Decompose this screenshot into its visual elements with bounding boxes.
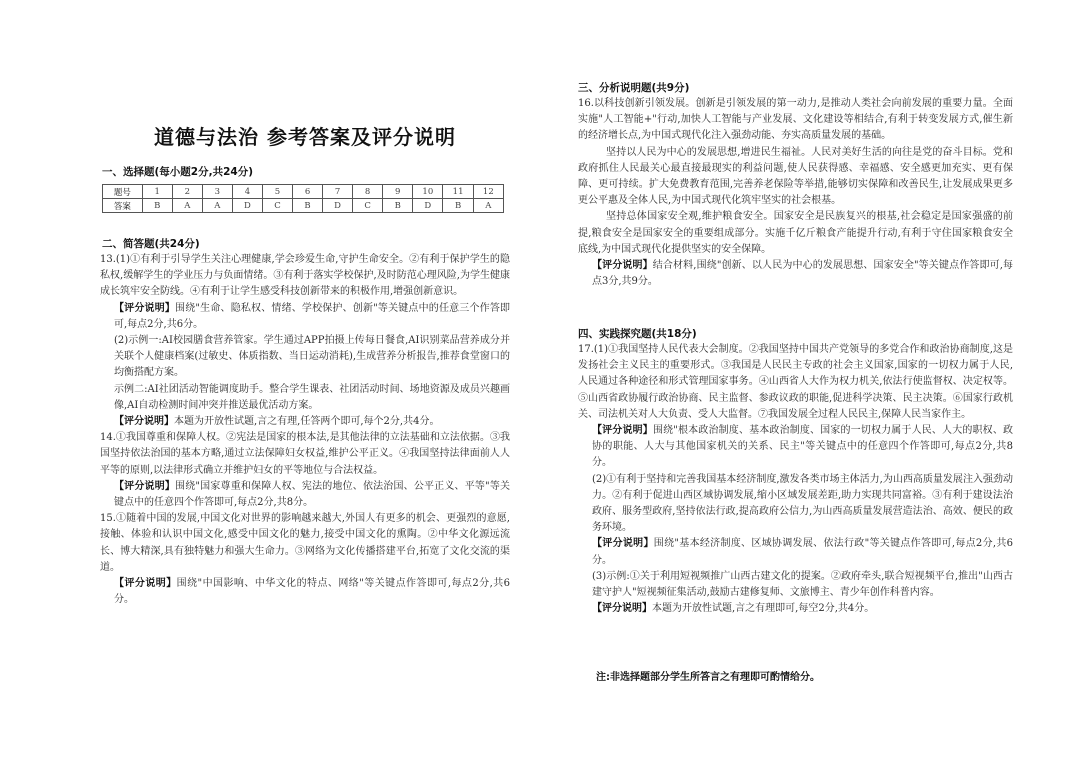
answer-cell: B — [293, 199, 323, 213]
short-answer-body — [100, 252, 510, 608]
answer-17-1: 17.(1)①我国坚持人民代表大会制度。②我国坚持中国共产党领导的多党合作和政治协商制度,这是发扬社会主义民主的重要形式。③我国是人民民主专政的社会主义国家,国家的一切权力属于人民,人民通过各种途径和形式管理国家事务。④山西省人大作为权力机关,依法行使监督权、决定权等。⑤山西省政协履行政治协商、民主监督、参政议政的职能,促进科学决策、民主决策。⑥国家行政机关、司法机关对人大负责、受人大监督。⑦我国发展全过程人民民主,保障人民当家作主。 — [578, 344, 1013, 420]
answer-13-1: 13.(1)①有利于引导学生关注心理健康,学会珍爱生命,守护生命安全。②有利于保护学生的隐私权,缓解学生的学业压力与负面情绪。③有利于落实学校保护,及时防范心理风险,为学生健康成长筑牢安全防线。④有利于让学生感受科技创新带来的积极作用,增强创新意识。 — [100, 254, 510, 298]
eval-text: 结合材料,围绕"创新、以人民为中心的发展思想、国家安全"等关键点作答即可,每点3分,共9分。 — [592, 260, 1014, 288]
eval-17-2 — [578, 536, 1013, 568]
eval-17-3 — [578, 601, 1013, 617]
eval-text: 围绕"基本经济制度、区域协调发展、依法行政"等关键点作答即可,每点2分,共6分。 — [592, 538, 1014, 566]
eval-label: 【评分说明】 — [114, 578, 177, 590]
eval-15 — [100, 576, 510, 608]
answer-14: 14.①我国尊重和保障人权。②宪法是国家的根本法,是其他法律的立法基础和立法依据。③我国坚持依法治国的基本方略,通过立法保障妇女权益,维护公平正义。④我国坚持法律面前人人平等的原则,以法律形式确立并维护妇女的平等地位与合法权益。 — [100, 432, 510, 476]
eval-label: 【评分说明】 — [592, 260, 653, 272]
question-number: 6 — [293, 185, 323, 199]
answer-cell: B — [383, 199, 413, 213]
eval-label: 【评分说明】 — [114, 416, 174, 428]
question-number: 8 — [353, 185, 383, 199]
practice-body — [578, 342, 1013, 617]
eval-13-1 — [100, 301, 510, 333]
eval-label: 【评分说明】 — [114, 302, 176, 314]
answer-cell: A — [202, 199, 232, 213]
eval-text: 本题为开放性试题,言之有理,任答两个即可,每个2分,共4分。 — [174, 416, 440, 428]
question-number: 3 — [202, 185, 232, 199]
answer-cell: D — [413, 199, 443, 213]
row-label-answer: 答案 — [103, 199, 143, 213]
answer-table-answer-row — [103, 199, 504, 213]
eval-14 — [100, 479, 510, 511]
answer-cell: A — [172, 199, 202, 213]
eval-text: 围绕"中国影响、中华文化的特点、网络"等关键点作答即可,每点2分,共6分。 — [114, 578, 511, 606]
question-number: 9 — [383, 185, 413, 199]
eval-label: 【评分说明】 — [592, 538, 654, 550]
eval-text: 围绕"根本政治制度、基本政治制度、国家的一切权力属于人民、人大的职权、政协的职能、人大与其他国家机关的关系、民主"等关键点中的任意四个作答即可,每点2分,共8分。 — [592, 425, 1013, 469]
question-number: 7 — [323, 185, 353, 199]
eval-text: 围绕"生命、隐私权、情绪、学校保护、创新"等关键点中的任意三个作答即可,每点2分,共6分。 — [114, 302, 510, 330]
answer-17-2: (2)①有利于坚持和完善我国基本经济制度,激发各类市场主体活力,为山西高质量发展注入强劲动力。②有利于促进山西区域协调发展,缩小区域发展差距,助力实现共同富裕。③有利于建设法治政府、服务型政府,坚持依法行政,提高政府公信力,为山西高质量发展营造法治、高效、便民的政务环境。 — [592, 473, 1013, 534]
row-label-number: 题号 — [103, 185, 143, 199]
answer-cell: D — [232, 199, 262, 213]
answer-cell: A — [473, 199, 503, 213]
eval-16 — [578, 258, 1013, 290]
answer-cell: C — [353, 199, 383, 213]
section-heading-practice: 四、实践探究题(共18分) — [578, 328, 697, 340]
eval-text: 围绕"国家尊重和保障人权、宪法的地位、依法治国、公平正义、平等"等关键点中的任意四个作答即可,每点2分,共8分。 — [114, 480, 510, 509]
eval-13-2 — [100, 414, 510, 430]
answer-13-2-example-2: 示例二:AI社团活动智能调度助手。整合学生课表、社团活动时间、场地资源及成员兴趣画像,AI自动检测时间冲突并推送最优活动方案。 — [114, 383, 510, 411]
grading-note: 注:非选择题部分学生所答言之有理即可酌情给分。 — [596, 672, 820, 683]
question-number: 5 — [262, 185, 292, 199]
answer-table — [102, 184, 504, 213]
answer-cell: C — [262, 199, 292, 213]
answer-17-3: (3)示例:①关于利用短视频推广山西古建文化的提案。②政府牵头,联合短视频平台,推出"山西古建守护人"短视频征集活动,鼓励古建修复师、文旅博主、青少年创作科普内容。 — [592, 570, 1013, 599]
analysis-body — [578, 96, 1013, 290]
answer-16-paragraph-2: 坚持以人民为中心的发展思想,增进民生福祉。人民对美好生活的向往是党的奋斗目标。党和政府抓住人民最关心最直接最现实的利益问题,使人民获得感、幸福感、安全感更加充实、更有保障、更可持续。扩大免费教育范围,完善养老保险等举措,能够切实保障和改善民生,让发展成果更多更公平惠及全体人民,为中国式现代化筑牢坚实的社会根基。 — [578, 146, 1013, 207]
answer-table-number-row — [103, 185, 504, 199]
answer-16: 16.以科技创新引领发展。创新是引领发展的第一动力,是推动人类社会向前发展的重要力量。全面实施"人工智能+"行动,加快人工智能与产业发展、文化建设等相结合,有利于转变发展方式,催生新的经济增长点,为中国式现代化注入强劲动能、夯实高质量发展的基础。 — [578, 98, 1013, 142]
answer-cell: B — [443, 199, 473, 213]
eval-label: 【评分说明】 — [592, 425, 653, 437]
eval-text: 本题为开放性试题,言之有理即可,每空2分,共4分。 — [652, 603, 875, 615]
eval-17-1 — [578, 423, 1013, 472]
eval-label: 【评分说明】 — [592, 603, 652, 615]
question-number: 1 — [142, 185, 172, 199]
eval-label: 【评分说明】 — [114, 480, 176, 492]
section-heading-short-answer: 二、简答题(共24分) — [102, 238, 200, 250]
question-number: 4 — [232, 185, 262, 199]
section-heading-analysis: 三、分析说明题(共9分) — [578, 82, 690, 94]
answer-cell: D — [323, 199, 353, 213]
question-number: 2 — [172, 185, 202, 199]
section-heading-choice: 一、选择题(每小题2分,共24分) — [102, 166, 254, 178]
answer-16-paragraph-3: 坚持总体国家安全观,维护粮食安全。国家安全是民族复兴的根基,社会稳定是国家强盛的前提,粮食安全是国家安全的重要组成部分。实施千亿斤粮食产能提升行动,有利于守住国家粮食安全底线,为中国式现代化提供坚实的安全保障。 — [578, 211, 1013, 255]
question-number: 11 — [443, 185, 473, 199]
question-number: 12 — [473, 185, 503, 199]
question-number: 10 — [413, 185, 443, 199]
answer-15: 15.①随着中国的发展,中国文化对世界的影响越来越大,外国人有更多的机会、更强烈的意愿,接触、体验和认识中国文化,感受中国文化的魅力,接受中国文化的熏陶。②中华文化源远流长、博大精深,具有独特魅力和强大生命力。③网络为文化传播搭建平台,拓宽了文化交流的渠道。 — [100, 513, 510, 573]
answer-13-2: (2)示例一:AI校园膳食营养管家。学生通过APP拍摄上传每日餐食,AI识别菜品营养成分并关联个人健康档案(过敏史、体质指数、当日运动消耗),生成营养分析报告,推荐食堂窗口的均衡搭配方案。 — [114, 335, 510, 379]
page-title: 道德与法治 参考答案及评分说明 — [154, 125, 456, 149]
answer-cell: B — [142, 199, 172, 213]
